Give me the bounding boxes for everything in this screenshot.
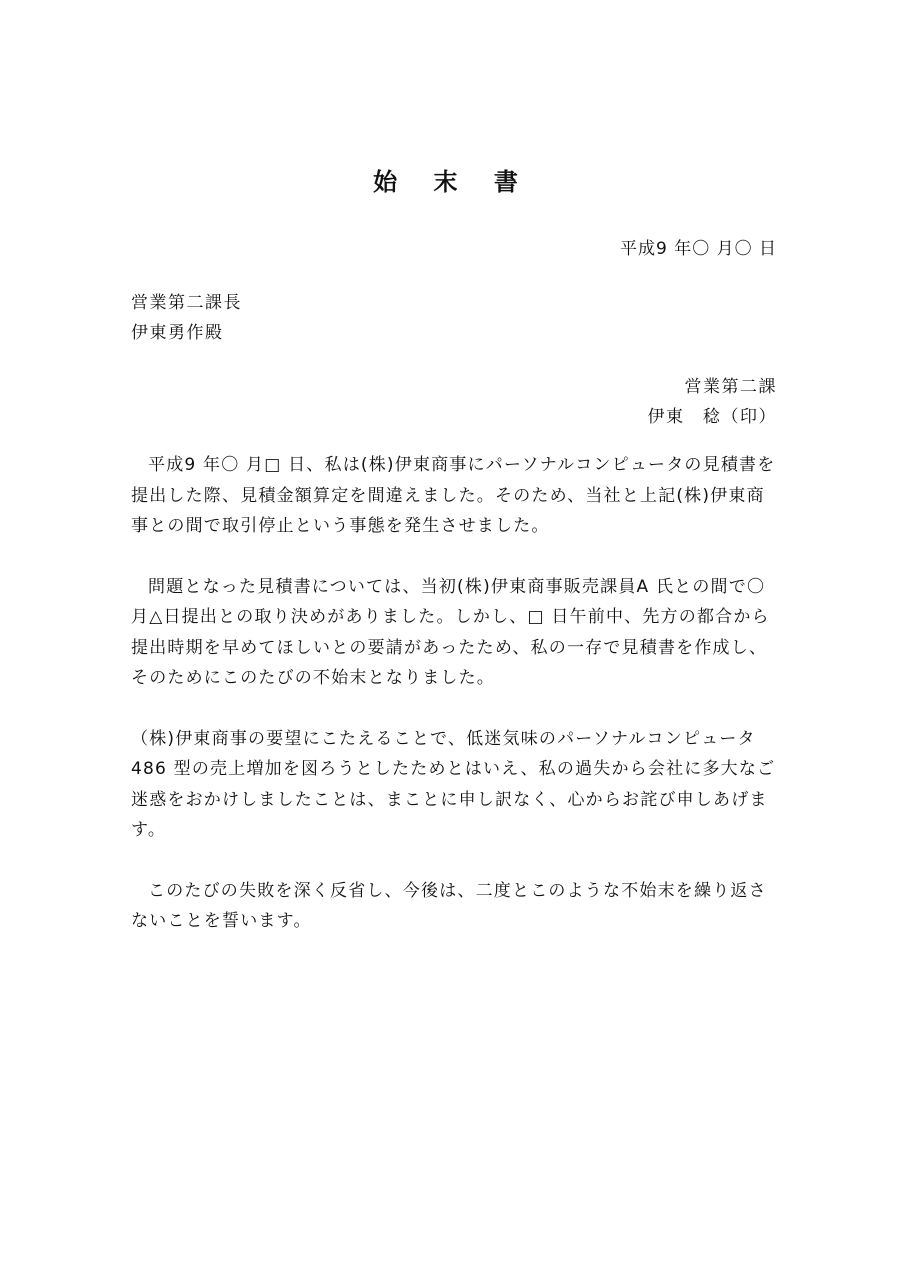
document-title: 始 末 書 [373,168,532,196]
body-paragraph-2: 問題となった見積書については、当初(株)伊東商事販売課員A 氏との間で〇 月△日提出との取り決めがありました。しかし、□ 日午前中、先方の都合から提出時期を早めてほしいとの要請があったため、私の一存で見積書を作成し、そのためにこのたびの不始末となりました。 [131,576,770,688]
recipient-block [131,288,242,348]
body-paragraph-3: （株)伊東商事の要望にこたえることで、低迷気味のパーソナルコンピュータ486 型の売上増加を図ろうとしたためとはいえ、私の過失から会社に多大なご迷惑をおかけしましたことは、まことに申し訳なく、心からお詫び申しあげます。 [131,728,776,840]
document-date: 平成9 年〇 月〇 日 [619,239,777,259]
document-body [131,450,777,967]
sender-department: 営業第二課 [684,377,777,397]
body-paragraph-1: 平成9 年〇 月□ 日、私は(株)伊東商事にパーソナルコンピュータの見積書を提出した際、見積金額算定を間違えました。そのため、当社と上記(株)伊東商事との間で取引停止という事態を発生させました。 [131,455,776,536]
sender-name: 伊東 稔（印） [647,407,777,427]
recipient-name: 伊東勇作殿 [131,323,224,343]
sender-block [648,372,778,432]
body-paragraph-4: このたびの失敗を深く反省し、今後は、二度とこのような不始末を繰り返さないことを誓います。 [131,880,767,931]
recipient-department: 営業第二課長 [131,293,242,313]
